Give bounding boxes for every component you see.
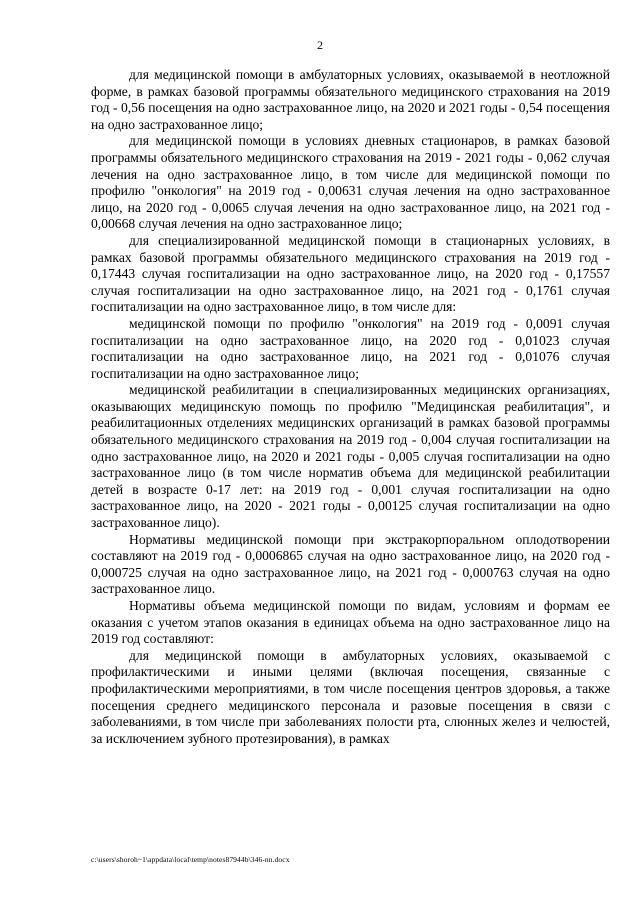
page-number: 2	[317, 38, 323, 52]
paragraph-volume-norms-intro: Нормативы объема медицинской помощи по видам, условиям и формам ее оказания с учетом этапов оказания в единицах объема на одно застрахованное лицо на 2019 год составляют:	[91, 598, 610, 647]
footer-file-path: c:\users\shoroh~1\appdata\local\temp\notes87944b\346-nn.docx	[91, 855, 290, 864]
paragraph-outpatient-preventive: для медицинской помощи в амбулаторных условиях, оказываемой с профилактическими и иными целями (включая посещения, связанные с профилактическими мероприятиями, в том числе посещения центров здоровья, а также посещения среднего медицинского персонала и разовые посещения в связи с заболеваниями, в том числе при заболеваниях полости рта, слюнных желез и челюстей, за исключением зубного протезирования), в рамках	[91, 647, 610, 746]
paragraph-ivf: Нормативы медицинской помощи при экстракорпоральном оплодотворении составляют на 2019 год - 0,0006865 случая на одно застрахованное лицо, на 2020 год - 0,000725 случая на одно застрахованное лицо, на 2021 год - 0,000763 случая на одно застрахованное лицо.	[91, 531, 610, 597]
document-body	[91, 67, 610, 747]
paragraph-inpatient-specialized: для специализированной медицинской помощи в стационарных условиях, в рамках базовой программы обязательного медицинского страхования на 2019 год - 0,17443 случая госпитализации на одно застрахованное лицо, на 2020 год - 0,17557 случая госпитализации на одно застрахованное лицо, на 2021 год - 0,1761 случая госпитализации на одно застрахованное лицо, в том числе для:	[91, 232, 610, 315]
paragraph-rehabilitation: медицинской реабилитации в специализированных медицинских организациях, оказывающих медицинскую помощь по профилю "Медицинская реабилитация", и реабилитационных отделениях медицинских организаций в рамках базовой программы обязательного медицинского страхования на 2019 год - 0,004 случая госпитализации на одно застрахованное лицо, на 2020 и 2021 годы - 0,005 случая госпитализации на одно застрахованное лицо (в том числе норматив объема для медицинской реабилитации детей в возрасте 0-17 лет: на 2019 год - 0,001 случая госпитализации на одно застрахованное лицо, на 2020 - 2021 годы - 0,00125 случая госпитализации на одно застрахованное лицо).	[91, 382, 610, 531]
paragraph-oncology-inpatient: медицинской помощи по профилю "онкология" на 2019 год - 0,0091 случая госпитализации на одно застрахованное лицо, на 2020 год - 0,01023 случая госпитализации на одно застрахованное лицо, на 2021 год - 0,01076 случая госпитализации на одно застрахованное лицо;	[91, 315, 610, 381]
paragraph-emergency-outpatient: для медицинской помощи в амбулаторных условиях, оказываемой в неотложной форме, в рамках базовой программы обязательного медицинского страхования на 2019 год - 0,56 посещения на одно застрахованное лицо, на 2020 и 2021 годы - 0,54 посещения на одно застрахованное лицо;	[91, 67, 610, 132]
paragraph-day-hospital: для медицинской помощи в условиях дневных стационаров, в рамках базовой программы обязательного медицинского страхования на 2019 - 2021 годы - 0,062 случая лечения на одно застрахованное лицо, в том числе для медицинской помощи по профилю "онкология" на 2019 год - 0,00631 случая лечения на одно застрахованное лицо, на 2020 год - 0,0065 случая лечения на одно застрахованное лицо, на 2021 год - 0,00668 случая лечения на одно застрахованное лицо;	[91, 133, 610, 232]
